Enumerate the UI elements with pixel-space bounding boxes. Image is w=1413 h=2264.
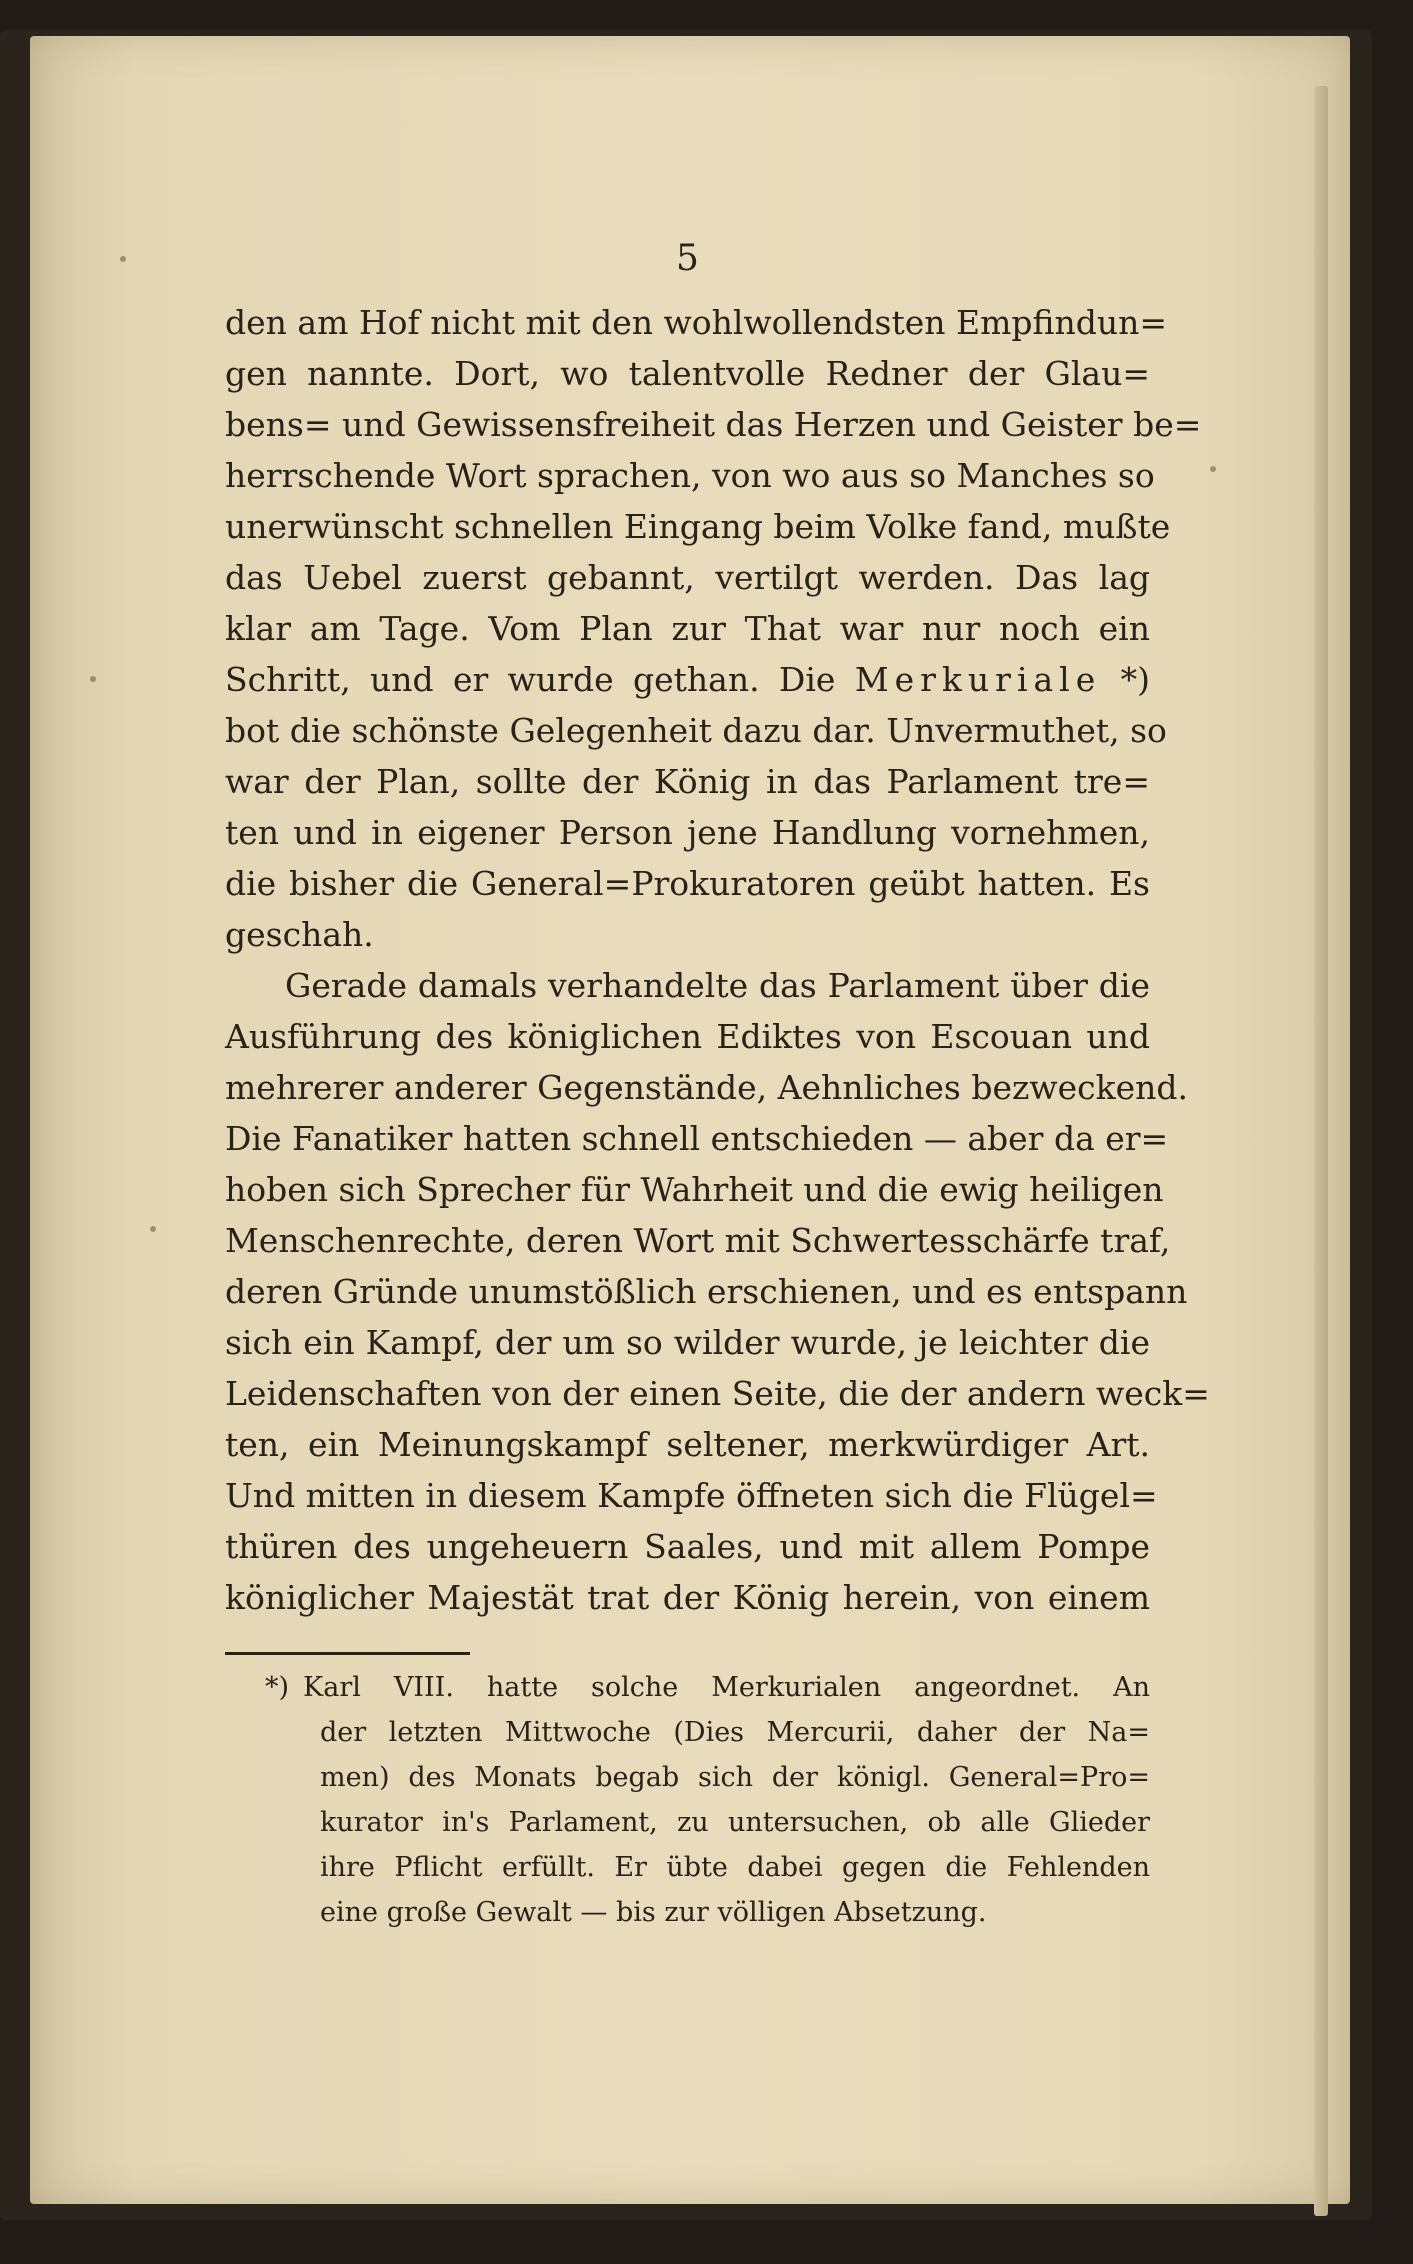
paper-speck [90,676,96,682]
body-line: sich ein Kampf, der um so wilder wurde, je leichter die [225,1323,1150,1362]
footnote-line: eine große Gewalt — bis zur völligen Absetzung. [320,1897,987,1928]
body-line: das Uebel zuerst gebannt, vertilgt werden. Das lag [225,558,1150,597]
body-line: Leidenschaften von der einen Seite, die der andern weck= [225,1374,1210,1413]
paragraph-start-line: Gerade damals verhandelte das Parlament über die [285,966,1150,1005]
body-line: bot die schönste Gelegenheit dazu dar. Unvermuthet, so [225,711,1167,750]
body-line: gen nannte. Dort, wo talentvolle Redner der Glau= [225,354,1150,393]
footnote-line: der letzten Mittwoche (Dies Mercurii, daher der Na= [320,1717,1150,1748]
body-line: mehrerer anderer Gegenstände, Aehnliches bezweckend. [225,1068,1189,1107]
footnote-line [265,1666,1150,1710]
body-line: Menschenrechte, deren Wort mit Schwertesschärfe traf, [225,1221,1171,1260]
body-line: Und mitten in diesem Kampfe öffneten sich die Flügel= [225,1476,1158,1515]
paper-speck [150,1226,156,1232]
body-line: Ausführung des königlichen Ediktes von Escouan und [225,1017,1150,1056]
spaced-word: Merkuriale [854,660,1102,699]
body-line: ten und in eigener Person jene Handlung vornehmen, [225,813,1150,852]
body-line: die bisher die General=Prokuratoren geübt hatten. Es [225,864,1150,903]
body-line: unerwünscht schnellen Eingang beim Volke fand, mußte [225,507,1171,546]
body-line: ten, ein Meinungskampf seltener, merkwürdiger Art. [225,1425,1150,1464]
body-line-text: Schritt, und er wurde gethan. Die [225,660,836,699]
body-line: hoben sich Sprecher für Wahrheit und die ewig heiligen [225,1170,1164,1209]
body-line: deren Gründe unumstößlich erschienen, und es entspann [225,1272,1188,1311]
body-line: herrschende Wort sprachen, von wo aus so Manches so [225,456,1155,495]
book-page [30,36,1350,2204]
body-line: den am Hof nicht mit den wohlwollendsten Empfindun= [225,303,1168,342]
body-line: klar am Tage. Vom Plan zur That war nur noch ein [225,609,1150,648]
body-line: thüren des ungeheuern Saales, und mit allem Pompe [225,1527,1150,1566]
footnote-rule [225,1652,470,1655]
body-line: war der Plan, sollte der König in das Parlament tre= [225,762,1150,801]
paper-speck [120,256,126,262]
page-edge [1314,86,1328,2216]
body-line: königlicher Majestät trat der König herein, von einem [225,1578,1150,1617]
footnote-marker: *) [265,1672,290,1703]
footnote-reference: *) [1120,660,1150,699]
footnote-line: ihre Pflicht erfüllt. Er übte dabei gegen die Fehlenden [320,1852,1150,1883]
body-line-with-reference [225,655,1150,705]
body-line: Die Fanatiker hatten schnell entschieden — aber da er= [225,1119,1169,1158]
footnote-line-text: Karl VIII. hatte solche Merkurialen angeordnet. An [303,1672,1150,1703]
page-number: 5 [676,238,699,279]
body-line: bens= und Gewissensfreiheit das Herzen und Geister be= [225,405,1202,444]
body-line: geschah. [225,915,374,954]
footnote-line: kurator in's Parlament, zu untersuchen, ob alle Glieder [320,1807,1150,1838]
footnote-line: men) des Monats begab sich der königl. General=Pro= [320,1762,1150,1793]
paper-speck [1210,466,1216,472]
